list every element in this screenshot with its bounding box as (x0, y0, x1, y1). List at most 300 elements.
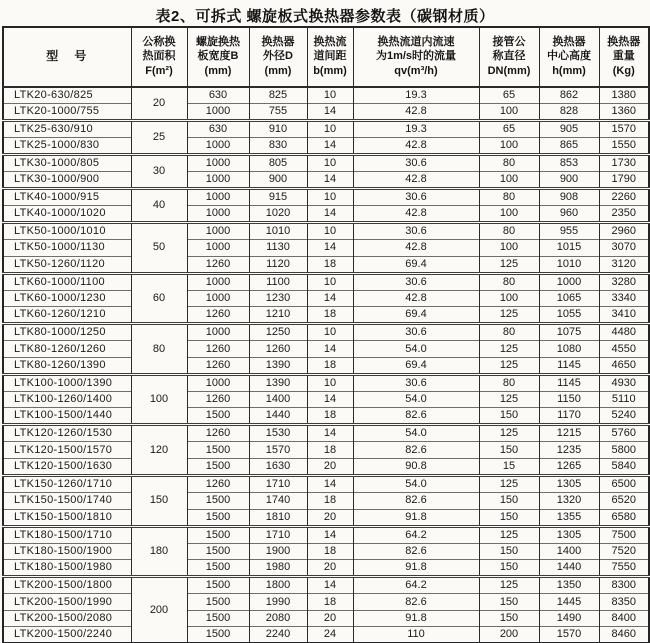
outer-diameter-cell: 1990 (249, 594, 307, 611)
table-row (3, 526, 649, 543)
heat-exchanger-parameters-table (2, 26, 650, 643)
nominal-area-group-cell: 150 (131, 476, 187, 527)
model-cell: LTK180-1500/1980 (3, 560, 131, 577)
model-cell: LTK80-1260/1260 (3, 341, 131, 358)
model-cell: LTK50-1000/1010 (3, 223, 131, 240)
nominal-area-group-cell: 40 (131, 189, 187, 223)
nominal-diameter-cell: 100 (479, 290, 539, 307)
table-row (3, 256, 649, 273)
nominal-diameter-cell: 80 (479, 155, 539, 172)
header-line: (Kg) (612, 64, 635, 77)
flow-rate-cell: 64.2 (353, 526, 479, 543)
channel-gap-cell: 18 (307, 493, 353, 510)
model-cell: LTK200-1500/1800 (3, 577, 131, 594)
outer-diameter-cell: 1710 (249, 476, 307, 493)
flow-rate-cell: 42.8 (353, 206, 479, 223)
header-line: 外径D (263, 50, 293, 63)
center-height-cell: 1400 (539, 543, 599, 560)
header-line: 换热流道内流速 (377, 35, 455, 48)
header-cell (479, 27, 539, 87)
outer-diameter-cell: 1630 (249, 459, 307, 476)
board-width-cell: 1500 (187, 610, 249, 627)
board-width-cell: 1500 (187, 627, 249, 643)
flow-rate-cell: 82.6 (353, 493, 479, 510)
board-width-cell: 1260 (187, 476, 249, 493)
channel-gap-cell: 10 (307, 374, 353, 391)
weight-cell: 8400 (599, 610, 649, 627)
nominal-diameter-cell: 125 (479, 476, 539, 493)
header-line: 换热器 (607, 35, 641, 48)
flow-rate-cell: 90.8 (353, 459, 479, 476)
header-cell (3, 27, 131, 87)
nominal-diameter-cell: 125 (479, 341, 539, 358)
nominal-diameter-cell: 150 (479, 493, 539, 510)
table-row (3, 155, 649, 172)
flow-rate-cell: 30.6 (353, 155, 479, 172)
board-width-cell: 1500 (187, 408, 249, 425)
weight-cell: 3070 (599, 240, 649, 257)
outer-diameter-cell: 1900 (249, 543, 307, 560)
nominal-diameter-cell: 100 (479, 240, 539, 257)
nominal-diameter-cell: 125 (479, 425, 539, 442)
center-height-cell: 853 (539, 155, 599, 172)
weight-cell: 2960 (599, 223, 649, 240)
model-cell: LTK50-1000/1130 (3, 240, 131, 257)
header-line: F(m²) (145, 64, 173, 77)
channel-gap-cell: 14 (307, 290, 353, 307)
weight-cell: 8350 (599, 594, 649, 611)
channel-gap-cell: 14 (307, 391, 353, 408)
model-cell: LTK60-1000/1230 (3, 290, 131, 307)
table-row (3, 374, 649, 391)
model-cell: LTK200-1500/2240 (3, 627, 131, 643)
model-cell: LTK25-630/910 (3, 121, 131, 138)
outer-diameter-cell: 755 (249, 104, 307, 121)
channel-gap-cell: 20 (307, 459, 353, 476)
flow-rate-cell: 82.6 (353, 408, 479, 425)
model-cell: LTK200-1500/2080 (3, 610, 131, 627)
flow-rate-cell: 19.3 (353, 87, 479, 104)
outer-diameter-cell: 1130 (249, 240, 307, 257)
nominal-area-group-cell: 20 (131, 87, 187, 121)
outer-diameter-cell: 1250 (249, 324, 307, 341)
table-row (3, 442, 649, 459)
header-cell (353, 27, 479, 87)
channel-gap-cell: 14 (307, 206, 353, 223)
channel-gap-cell: 10 (307, 87, 353, 104)
nominal-area-group-cell: 200 (131, 577, 187, 643)
center-height-cell: 1080 (539, 341, 599, 358)
flow-rate-cell: 64.2 (353, 577, 479, 594)
weight-cell: 8460 (599, 627, 649, 643)
model-cell: LTK80-1000/1250 (3, 324, 131, 341)
center-height-cell: 1355 (539, 509, 599, 526)
board-width-cell: 1260 (187, 256, 249, 273)
center-height-cell: 960 (539, 206, 599, 223)
table-row (3, 240, 649, 257)
center-height-cell: 1445 (539, 594, 599, 611)
center-height-cell: 1570 (539, 627, 599, 643)
center-height-cell: 1490 (539, 610, 599, 627)
channel-gap-cell: 14 (307, 172, 353, 189)
flow-rate-cell: 42.8 (353, 290, 479, 307)
model-cell: LTK20-1000/755 (3, 104, 131, 121)
flow-rate-cell: 42.8 (353, 240, 479, 257)
channel-gap-cell: 18 (307, 408, 353, 425)
header-cell (599, 27, 649, 87)
outer-diameter-cell: 1810 (249, 509, 307, 526)
weight-cell: 5840 (599, 459, 649, 476)
weight-cell: 5110 (599, 391, 649, 408)
nominal-diameter-cell: 80 (479, 374, 539, 391)
board-width-cell: 1000 (187, 138, 249, 155)
board-width-cell: 1000 (187, 206, 249, 223)
table-row (3, 189, 649, 206)
channel-gap-cell: 20 (307, 560, 353, 577)
table-row (3, 290, 649, 307)
outer-diameter-cell: 1210 (249, 307, 307, 324)
flow-rate-cell: 42.8 (353, 138, 479, 155)
flow-rate-cell: 54.0 (353, 391, 479, 408)
weight-cell: 4550 (599, 341, 649, 358)
model-cell: LTK25-1000/830 (3, 138, 131, 155)
table-row (3, 543, 649, 560)
nominal-diameter-cell: 100 (479, 172, 539, 189)
model-cell: LTK60-1000/1100 (3, 273, 131, 290)
channel-gap-cell: 18 (307, 357, 353, 374)
weight-cell: 6520 (599, 493, 649, 510)
channel-gap-cell: 14 (307, 240, 353, 257)
model-cell: LTK60-1260/1210 (3, 307, 131, 324)
flow-rate-cell: 69.4 (353, 256, 479, 273)
flow-rate-cell: 91.8 (353, 560, 479, 577)
header-line: 接管公 (492, 35, 526, 48)
model-cell: LTK40-1000/1020 (3, 206, 131, 223)
nominal-diameter-cell: 100 (479, 104, 539, 121)
flow-rate-cell: 54.0 (353, 425, 479, 442)
channel-gap-cell: 10 (307, 324, 353, 341)
channel-gap-cell: 24 (307, 627, 353, 643)
weight-cell: 1380 (599, 87, 649, 104)
weight-cell: 6580 (599, 509, 649, 526)
nominal-area-group-cell: 60 (131, 273, 187, 324)
channel-gap-cell: 10 (307, 121, 353, 138)
center-height-cell: 1010 (539, 256, 599, 273)
model-cell: LTK120-1260/1530 (3, 425, 131, 442)
board-width-cell: 1500 (187, 594, 249, 611)
weight-cell: 1790 (599, 172, 649, 189)
flow-rate-cell: 42.8 (353, 104, 479, 121)
weight-cell: 3280 (599, 273, 649, 290)
weight-cell: 7550 (599, 560, 649, 577)
header-line: 板宽度B (197, 50, 239, 63)
model-cell: LTK150-1500/1810 (3, 509, 131, 526)
nominal-diameter-cell: 100 (479, 206, 539, 223)
table-body (3, 87, 649, 643)
header-line: 重量 (612, 50, 635, 63)
flow-rate-cell: 54.0 (353, 476, 479, 493)
header-line: h(mm) (552, 64, 586, 77)
center-height-cell: 1320 (539, 493, 599, 510)
board-width-cell: 1000 (187, 290, 249, 307)
channel-gap-cell: 18 (307, 307, 353, 324)
nominal-diameter-cell: 150 (479, 594, 539, 611)
model-cell: LTK180-1500/1900 (3, 543, 131, 560)
center-height-cell: 1055 (539, 307, 599, 324)
nominal-diameter-cell: 200 (479, 627, 539, 643)
channel-gap-cell: 18 (307, 442, 353, 459)
table-row (3, 206, 649, 223)
weight-cell: 5240 (599, 408, 649, 425)
center-height-cell: 865 (539, 138, 599, 155)
header-line: 型 号 (46, 49, 89, 64)
nominal-diameter-cell: 65 (479, 87, 539, 104)
outer-diameter-cell: 1260 (249, 341, 307, 358)
table-row (3, 121, 649, 138)
model-cell: LTK30-1000/900 (3, 172, 131, 189)
center-height-cell: 1075 (539, 324, 599, 341)
model-cell: LTK50-1260/1120 (3, 256, 131, 273)
board-width-cell: 1260 (187, 341, 249, 358)
table-row (3, 172, 649, 189)
flow-rate-cell: 69.4 (353, 357, 479, 374)
table-row (3, 594, 649, 611)
weight-cell: 4650 (599, 357, 649, 374)
board-width-cell: 1500 (187, 560, 249, 577)
table-row (3, 391, 649, 408)
flow-rate-cell: 54.0 (353, 341, 479, 358)
board-width-cell: 1500 (187, 543, 249, 560)
nominal-diameter-cell: 150 (479, 543, 539, 560)
board-width-cell: 1000 (187, 172, 249, 189)
channel-gap-cell: 14 (307, 476, 353, 493)
nominal-diameter-cell: 150 (479, 408, 539, 425)
board-width-cell: 1260 (187, 357, 249, 374)
channel-gap-cell: 20 (307, 610, 353, 627)
nominal-diameter-cell: 150 (479, 610, 539, 627)
weight-cell: 6500 (599, 476, 649, 493)
table-row (3, 577, 649, 594)
model-cell: LTK120-1500/1570 (3, 442, 131, 459)
center-height-cell: 908 (539, 189, 599, 206)
nominal-area-group-cell: 180 (131, 526, 187, 577)
model-cell: LTK120-1500/1630 (3, 459, 131, 476)
header-line: b(mm) (313, 64, 347, 77)
table-row (3, 341, 649, 358)
nominal-diameter-cell: 65 (479, 121, 539, 138)
weight-cell: 2260 (599, 189, 649, 206)
board-width-cell: 1000 (187, 104, 249, 121)
table-row (3, 324, 649, 341)
outer-diameter-cell: 1740 (249, 493, 307, 510)
board-width-cell: 1260 (187, 391, 249, 408)
header-cell (131, 27, 187, 87)
board-width-cell: 630 (187, 87, 249, 104)
weight-cell: 8300 (599, 577, 649, 594)
board-width-cell: 1000 (187, 324, 249, 341)
nominal-area-group-cell: 80 (131, 324, 187, 375)
weight-cell: 5760 (599, 425, 649, 442)
table-row (3, 459, 649, 476)
weight-cell: 7500 (599, 526, 649, 543)
header-cell (187, 27, 249, 87)
channel-gap-cell: 20 (307, 509, 353, 526)
outer-diameter-cell: 805 (249, 155, 307, 172)
channel-gap-cell: 14 (307, 425, 353, 442)
table-row (3, 610, 649, 627)
model-cell: LTK100-1260/1400 (3, 391, 131, 408)
outer-diameter-cell: 910 (249, 121, 307, 138)
nominal-diameter-cell: 80 (479, 223, 539, 240)
center-height-cell: 1145 (539, 374, 599, 391)
flow-rate-cell: 42.8 (353, 172, 479, 189)
model-cell: LTK20-630/825 (14, 89, 93, 102)
outer-diameter-cell: 1400 (249, 391, 307, 408)
outer-diameter-cell: 1800 (249, 577, 307, 594)
outer-diameter-cell: 2080 (249, 610, 307, 627)
nominal-area-group-cell: 25 (131, 121, 187, 155)
nominal-diameter-cell: 125 (479, 391, 539, 408)
flow-rate-cell: 82.6 (353, 543, 479, 560)
center-height-cell: 1235 (539, 442, 599, 459)
flow-rate-cell: 110 (353, 627, 479, 643)
outer-diameter-cell: 2240 (249, 627, 307, 643)
outer-diameter-cell: 1010 (249, 223, 307, 240)
nominal-diameter-cell: 125 (479, 307, 539, 324)
outer-diameter-cell: 1530 (249, 425, 307, 442)
channel-gap-cell: 14 (307, 577, 353, 594)
outer-diameter-cell: 1570 (249, 442, 307, 459)
header-cell (307, 27, 353, 87)
channel-gap-cell: 18 (307, 256, 353, 273)
board-width-cell: 1500 (187, 493, 249, 510)
nominal-diameter-cell: 150 (479, 560, 539, 577)
outer-diameter-cell: 1710 (249, 526, 307, 543)
outer-diameter-cell: 1980 (249, 560, 307, 577)
weight-cell: 2350 (599, 206, 649, 223)
table-row (3, 138, 649, 155)
header-line: 换热流 (313, 35, 347, 48)
table-row (3, 493, 649, 510)
weight-cell: 1360 (599, 104, 649, 121)
weight-cell: 3120 (599, 256, 649, 273)
board-width-cell: 1500 (187, 442, 249, 459)
flow-rate-cell: 30.6 (353, 324, 479, 341)
table-row (3, 357, 649, 374)
outer-diameter-cell: 1230 (249, 290, 307, 307)
center-height-cell: 1350 (539, 577, 599, 594)
board-width-cell: 1000 (187, 223, 249, 240)
flow-rate-cell: 82.6 (353, 442, 479, 459)
outer-diameter-cell: 915 (249, 189, 307, 206)
channel-gap-cell: 10 (307, 155, 353, 172)
board-width-cell: 1000 (187, 155, 249, 172)
table-row (3, 560, 649, 577)
flow-rate-cell: 91.8 (353, 509, 479, 526)
flow-rate-cell: 69.4 (353, 307, 479, 324)
channel-gap-cell: 10 (307, 223, 353, 240)
table-row (3, 476, 649, 493)
nominal-diameter-cell: 80 (479, 324, 539, 341)
channel-gap-cell: 10 (307, 189, 353, 206)
header-line: 为1m/s时的流量 (375, 50, 457, 63)
board-width-cell: 1500 (187, 526, 249, 543)
board-width-cell: 1000 (187, 240, 249, 257)
weight-cell: 4480 (599, 324, 649, 341)
nominal-diameter-cell: 150 (479, 509, 539, 526)
header-line: (mm) (204, 64, 232, 77)
channel-gap-cell: 14 (307, 104, 353, 121)
table-header-row (3, 27, 649, 87)
header-cell (249, 27, 307, 87)
header-line: 公称换 (142, 35, 176, 48)
model-cell: LTK180-1500/1710 (3, 526, 131, 543)
board-width-cell: 1000 (187, 273, 249, 290)
weight-cell: 3340 (599, 290, 649, 307)
table-row (3, 104, 649, 121)
nominal-diameter-cell: 125 (479, 577, 539, 594)
outer-diameter-cell: 1100 (249, 273, 307, 290)
board-width-cell: 1500 (187, 509, 249, 526)
model-cell: LTK100-1500/1440 (3, 408, 131, 425)
flow-rate-cell: 91.8 (353, 610, 479, 627)
weight-cell: 1730 (599, 155, 649, 172)
center-height-cell: 1440 (539, 560, 599, 577)
nominal-diameter-cell: 100 (479, 138, 539, 155)
model-cell: LTK40-1000/915 (3, 189, 131, 206)
weight-cell: 3410 (599, 307, 649, 324)
center-height-cell: 900 (539, 172, 599, 189)
model-cell: LTK150-1260/1710 (3, 476, 131, 493)
board-width-cell: 1500 (187, 459, 249, 476)
table-row (3, 273, 649, 290)
model-cell: LTK100-1000/1390 (3, 374, 131, 391)
model-cell: LTK80-1260/1390 (3, 357, 131, 374)
header-line: qv(m³/h) (394, 64, 438, 77)
table-row (3, 509, 649, 526)
header-line: (mm) (264, 64, 292, 77)
model-cell: LTK30-1000/805 (3, 155, 131, 172)
center-height-cell: 1305 (539, 476, 599, 493)
header-line: 螺旋换热 (196, 35, 240, 48)
model-cell: LTK200-1500/1990 (3, 594, 131, 611)
header-cell (539, 27, 599, 87)
channel-gap-cell: 14 (307, 526, 353, 543)
model-cell: LTK150-1500/1740 (3, 493, 131, 510)
header-line: 热面积 (142, 50, 176, 63)
weight-cell: 7520 (599, 543, 649, 560)
board-width-cell: 630 (187, 121, 249, 138)
center-height-cell: 862 (539, 87, 599, 104)
weight-cell: 4930 (599, 374, 649, 391)
weight-cell: 1570 (599, 121, 649, 138)
outer-diameter-cell: 1390 (249, 357, 307, 374)
outer-diameter-cell: 830 (249, 138, 307, 155)
outer-diameter-cell: 1120 (249, 256, 307, 273)
nominal-diameter-cell: 80 (479, 189, 539, 206)
center-height-cell: 1215 (539, 425, 599, 442)
board-width-cell: 1000 (187, 189, 249, 206)
board-width-cell: 1260 (187, 425, 249, 442)
center-height-cell: 1170 (539, 408, 599, 425)
channel-gap-cell: 18 (307, 594, 353, 611)
center-height-cell: 1145 (539, 357, 599, 374)
center-height-cell: 1065 (539, 290, 599, 307)
outer-diameter-cell: 825 (249, 87, 307, 104)
nominal-diameter-cell: 125 (479, 256, 539, 273)
board-width-cell: 1260 (187, 307, 249, 324)
outer-diameter-cell: 1440 (249, 408, 307, 425)
